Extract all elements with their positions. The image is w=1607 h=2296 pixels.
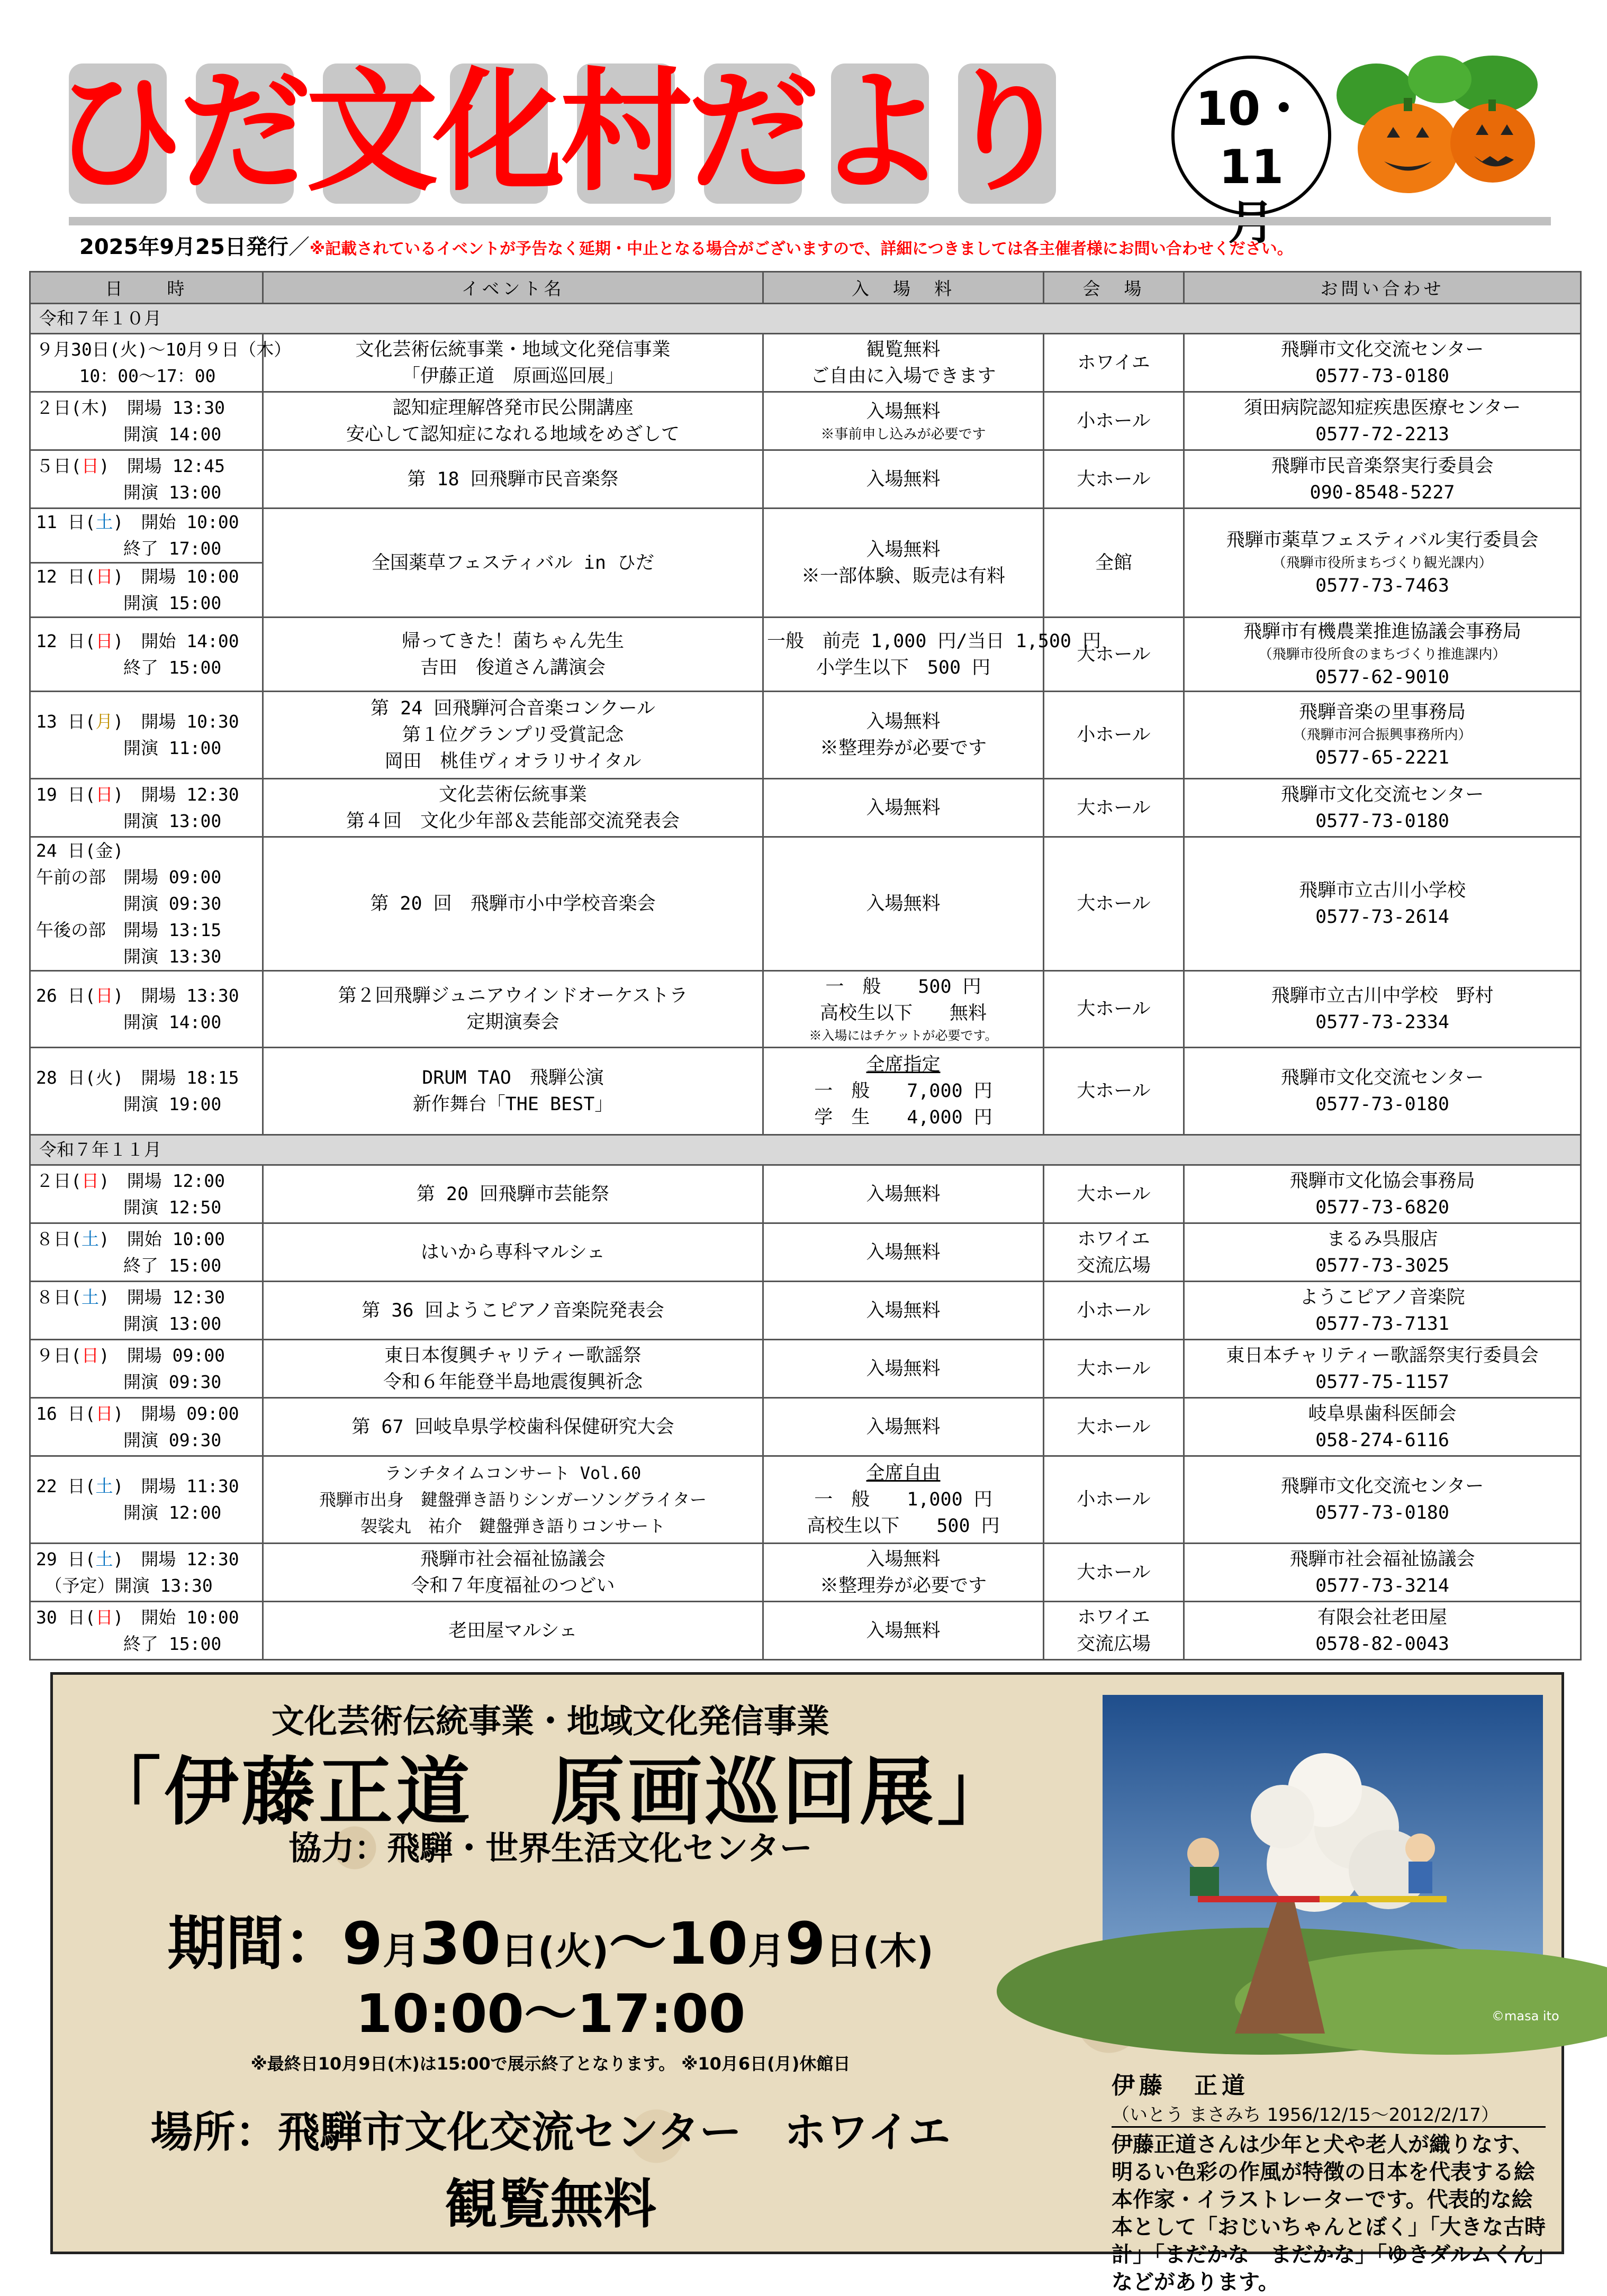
row-fee-note: ※入場にはチケットが必要です。 — [809, 1028, 998, 1043]
bio-name: 伊藤 正道 — [1112, 2072, 1249, 2099]
row-date: 26 日( — [36, 985, 96, 1006]
row-contact: 飛騨市文化交流センター — [1280, 339, 1484, 360]
row-time: 開演 11:00 — [123, 738, 222, 758]
period-day: 30 — [419, 1910, 501, 1977]
row-contact: 飛騨市文化交流センター — [1280, 784, 1484, 805]
row-venue: 大ホール — [1044, 971, 1184, 1048]
row-event: 文化芸術伝統事業 — [438, 784, 587, 805]
row-note: （予定） — [53, 1575, 115, 1596]
row-fee: 入場無料 — [763, 1165, 1044, 1223]
row-session: 午前の部 — [36, 867, 106, 887]
header-divider — [69, 217, 1551, 225]
row-contact: 0577-73-3025 — [1315, 1255, 1449, 1276]
row-event: 飛騨市社会福祉協議会 — [420, 1548, 606, 1570]
row-time: 開始 10:00 — [141, 512, 239, 532]
title-char: ひ — [52, 55, 184, 209]
row-venue: 大ホール — [1044, 618, 1184, 692]
row-venue: ホワイエ — [1077, 1228, 1150, 1250]
section-label: 令和７年１１月 — [30, 1135, 1581, 1165]
table-row: ９日(日) 開場 09:00 開演 09:30 東日本復興チャリティー歌謡祭 令和６年能登半島地震復興祈念 入場無料 大ホール 東日本チャリティー歌謡祭実行委員会 0577-75-1157 — [30, 1340, 1581, 1398]
row-day: 日 — [95, 784, 113, 805]
row-day: 土 — [95, 512, 113, 532]
row-venue: 大ホール — [1044, 450, 1184, 509]
row-contact: 飛騨市文化協会事務局 — [1289, 1170, 1475, 1192]
title-char: 化 — [433, 55, 565, 209]
row-venue: ホワイエ — [1077, 1607, 1150, 1628]
row-time: 開演 12:50 — [123, 1196, 222, 1218]
row-day: 土 — [95, 1548, 113, 1569]
period-unit: 月 — [382, 1929, 420, 1973]
row-date: 30 日( — [36, 1607, 96, 1628]
row-time: 終了 15:00 — [123, 657, 222, 678]
row-fee: 一 般 7,000 円 — [814, 1081, 992, 1102]
row-contact: 0577-73-0180 — [1315, 365, 1449, 387]
table-row: 29 日(土) 開場 12:30 （予定）開演 13:30 飛騨市社会福祉協議会 令和７年度福祉のつどい 入場無料 ※整理券が必要です 大ホール 飛騨市社会福祉協議会 0577-73-3214 — [30, 1544, 1581, 1602]
row-fee: ※整理券が必要です — [819, 1575, 987, 1596]
row-date: 19 日( — [36, 784, 96, 805]
row-fee: 入場無料 — [763, 837, 1044, 971]
table-row: 12 日(日) 開場 10:00 開演 15:00 — [30, 563, 1581, 618]
panel-fee: 観覧無料 — [445, 2173, 656, 2235]
table-row: 16 日(日) 開場 09:00 開演 09:30 第 67 回岐阜県学校歯科保健研究大会 入場無料 大ホール 岐阜県歯科医師会 058-274-6116 — [30, 1398, 1581, 1456]
row-date: ９日( — [36, 1345, 82, 1366]
title-char: 文 — [306, 55, 438, 209]
row-contact: 058-274-6116 — [1315, 1429, 1449, 1451]
row-time: 開演 13:00 — [123, 1313, 222, 1334]
row-day: 土 — [81, 1286, 99, 1308]
row-event: 第 67 回岐阜県学校歯科保健研究大会 — [263, 1398, 763, 1456]
period-month: ～10 — [609, 1910, 748, 1977]
bio-dates: （いとう まさみち 1956/12/15～2012/2/17） — [1112, 2100, 1546, 2128]
row-event: ランチタイムコンサート Vol.60 — [384, 1463, 642, 1483]
panel-cooperation: 協力：飛騨・世界生活文化センター — [288, 1829, 812, 1867]
row-fee: 観覧無料 — [866, 339, 941, 360]
row-contact: 飛騨市民音楽祭実行委員会 — [1271, 455, 1494, 477]
issue-date: 2025年9月25日発行 — [79, 235, 288, 259]
row-event: DRUM TAO 飛騨公演 — [422, 1067, 604, 1088]
title-char: だ — [687, 55, 819, 209]
period-weekday: (火) — [538, 1929, 609, 1973]
row-day: 月 — [95, 711, 113, 732]
row-day: 日 — [95, 566, 113, 587]
row-date: ９月30日(火)～10月９日（木） — [36, 339, 292, 360]
notice-text: ※記載されているイベントが予告なく延期・中止となる場合がございますので、詳細につきましては各主催者様にお問い合わせください。 — [309, 240, 1293, 258]
row-date: 12 日( — [36, 630, 96, 651]
row-time: 開場 13:30 — [141, 985, 239, 1006]
row-date: ８日( — [36, 1228, 82, 1249]
row-contact: 飛騨市立古川中学校 野村 — [1271, 985, 1494, 1006]
row-fee: 学 生 4,000 円 — [814, 1107, 992, 1128]
row-contact: 飛騨音楽の里事務局 — [1298, 702, 1466, 723]
row-time: 開場 10:30 — [141, 711, 239, 732]
panel-period — [53, 1897, 1048, 1981]
panel-subtitle: 文化芸術伝統事業・地域文化発信事業 — [271, 1702, 829, 1740]
row-event: 認知症理解啓発市民公開講座 — [392, 397, 634, 419]
row-day: 日 — [95, 1607, 113, 1628]
row-contact: 飛騨市社会福祉協議会 — [1289, 1548, 1475, 1570]
row-contact: 0577-73-2334 — [1315, 1012, 1449, 1033]
row-time: 開演 12:00 — [123, 1502, 222, 1523]
row-time: 開始 10:00 — [127, 1228, 225, 1249]
row-time: 開場 18:15 — [141, 1067, 239, 1088]
title-char: 村 — [560, 55, 692, 209]
row-venue: 交流広場 — [1076, 1633, 1151, 1655]
row-event: 第 24 回飛騨河合音楽コンクール — [371, 698, 655, 719]
row-contact: 有限会社老田屋 — [1317, 1607, 1447, 1628]
row-contact: 0577-62-9010 — [1315, 666, 1449, 688]
row-time: 開場 12:30 — [141, 1548, 239, 1569]
row-fee: 入場無料 — [763, 1282, 1044, 1340]
row-contact: 0578-82-0043 — [1315, 1633, 1449, 1655]
row-fee: ご自由に入場できます — [810, 365, 996, 387]
row-contact: 0577-73-6820 — [1315, 1196, 1449, 1218]
row-contact: （飛騨市役所まちづくり観光課内） — [1272, 555, 1493, 571]
col-header-venue: 会 場 — [1044, 272, 1184, 304]
row-venue: 小ホール — [1044, 1456, 1184, 1544]
col-header-contact: お問い合わせ — [1184, 272, 1581, 304]
table-row: 26 日(日) 開場 13:30 開演 14:00 第２回飛騨ジュニアウインドオーケストラ 定期演奏会 一 般 500 円 高校生以下 無料 ※入場にはチケットが必要です。 大ホール 飛騨市立古川中学校 野村 0577-73-2334 — [30, 971, 1581, 1048]
row-contact: 飛騨市立古川小学校 — [1298, 880, 1466, 901]
row-contact: 0577-65-2221 — [1315, 747, 1449, 768]
row-event: 全国薬草フェスティバル in ひだ — [263, 509, 763, 618]
artist-bio — [1112, 2066, 1546, 2296]
row-fee: 入場無料 — [763, 779, 1044, 837]
row-venue: 大ホール — [1044, 1340, 1184, 1398]
row-contact: 飛騨市有機農業推進協議会事務局 — [1243, 621, 1521, 642]
row-venue: 小ホール — [1044, 692, 1184, 779]
table-row — [30, 392, 1581, 450]
table-row: ８日(土) 開場 12:30 開演 13:00 第 36 回ようこピアノ音楽院発表会 入場無料 小ホール ようこピアノ音楽院 0577-73-7131 — [30, 1282, 1581, 1340]
table-row — [30, 837, 1581, 971]
row-event: 吉田 俊道さん講演会 — [420, 657, 606, 678]
row-time: 開始 10:00 — [141, 1607, 239, 1628]
row-time: 開演 19:00 — [123, 1094, 222, 1114]
row-venue: 大ホール — [1044, 779, 1184, 837]
row-event: 第 20 回飛騨市芸能祭 — [263, 1165, 763, 1223]
row-fee: 入場無料 — [866, 711, 941, 732]
row-event: 文化芸術伝統事業・地域文化発信事業 — [355, 339, 671, 360]
table-header — [30, 272, 1581, 304]
row-venue: ホワイエ — [1044, 334, 1184, 392]
row-day: 日 — [81, 1345, 99, 1366]
row-contact: （飛騨市河合振興事務所内） — [1293, 727, 1472, 743]
row-time: 開場 12:00 — [127, 1170, 225, 1191]
row-date: 16 日( — [36, 1403, 96, 1424]
row-contact: 飛騨市文化交流センター — [1280, 1067, 1484, 1088]
panel-title: 「伊藤正道 原画巡回展」 — [86, 1749, 1014, 1836]
row-time: 開場 11:30 — [141, 1476, 239, 1496]
row-day: 日 — [95, 1403, 113, 1424]
row-time: 10：00～17：00 — [79, 365, 216, 386]
row-time: 開演 13:00 — [123, 482, 222, 503]
row-event: 「伊藤正道 原画巡回展」 — [401, 365, 624, 387]
row-time: 終了 15:00 — [123, 1633, 222, 1654]
row-contact: （飛騨市役所食のまちづくり推進課内） — [1258, 646, 1506, 663]
row-time: 開演 09:30 — [123, 893, 222, 914]
row-date: ２日( — [36, 1170, 82, 1191]
painting-credit: ©masa ito — [1492, 2009, 1559, 2023]
row-venue: 大ホール — [1044, 837, 1184, 971]
row-time: 開演 13:30 — [123, 946, 222, 967]
row-contact: 0577-73-2614 — [1315, 906, 1449, 928]
row-fee: 一 般 1,000 円 — [814, 1489, 992, 1510]
row-contact: 東日本チャリティー歌謡祭実行委員会 — [1226, 1345, 1539, 1366]
row-date: 22 日( — [36, 1476, 96, 1496]
row-event: 飛騨市出身 鍵盤弾き語りシンガーソングライター — [319, 1490, 707, 1510]
section-label: 令和７年１０月 — [30, 304, 1581, 334]
row-time: 開場 12:30 — [127, 1286, 225, 1308]
row-contact: 0577-73-7463 — [1315, 575, 1449, 596]
row-date: 29 日( — [36, 1548, 96, 1569]
row-venue: 全館 — [1044, 509, 1184, 618]
row-date: ２日(木) — [36, 397, 110, 418]
col-header-event: イベント名 — [263, 272, 763, 304]
table-row: 19 日(日) 開場 12:30 開演 13:00 文化芸術伝統事業 第４回 文化少年部＆芸能部交流発表会 入場無料 大ホール 飛騨市文化交流センター 0577-73-0180 — [30, 779, 1581, 837]
row-fee: 一般 前売 1,000 円/当日 1,500 円 — [767, 630, 1102, 652]
row-contact: 飛騨市文化交流センター — [1280, 1476, 1484, 1497]
table-row: 12 日(日) 開始 14:00 終了 15:00 帰ってきた！菌ちゃん先生 吉田 俊道さん講演会 一般 前売 1,000 円/当日 1,500 円 小学生以下 500 円 大ホール 飛騨市有機農業推進協議会事務局 （飛騨市役所食のまちづくり推進課内） 0577-62-9010 — [30, 618, 1581, 692]
row-fee: ※整理券が必要です — [819, 738, 987, 759]
row-venue: 小ホール — [1044, 392, 1184, 450]
row-time: 開演 09:30 — [123, 1371, 222, 1392]
table-row — [30, 334, 1581, 392]
row-time: 開演 15:00 — [123, 593, 222, 613]
row-contact: 0577-73-0180 — [1315, 810, 1449, 832]
section-november — [30, 1135, 1581, 1165]
row-venue: 大ホール — [1044, 1048, 1184, 1135]
row-venue: 大ホール — [1044, 1165, 1184, 1223]
table-row: 30 日(日) 開始 10:00 終了 15:00 老田屋マルシェ 入場無料 ホワイエ 交流広場 有限会社老田屋 0578-82-0043 — [30, 1602, 1581, 1660]
period-weekday: (木) — [862, 1929, 934, 1973]
row-time: 開演 14:00 — [123, 423, 222, 444]
row-time: 開場 12:30 — [141, 784, 239, 805]
period-unit: 月 — [748, 1929, 786, 1973]
row-contact: 090-8548-5227 — [1310, 482, 1455, 503]
row-day: 日 — [81, 455, 99, 476]
row-day: 日 — [95, 630, 113, 651]
table-row: ５日(日) 開場 12:45 開演 13:00 第 18 回飛騨市民音楽祭 入場無料 大ホール 飛騨市民音楽祭実行委員会 090-8548-5227 — [30, 450, 1581, 509]
row-time: 終了 15:00 — [123, 1255, 222, 1276]
row-contact: 0577-73-0180 — [1315, 1094, 1449, 1115]
events-table — [29, 271, 1582, 1660]
row-date: 12 日( — [36, 566, 96, 587]
row-fee: 入場無料 — [866, 539, 941, 560]
panel-note: ※最終日10月9日(木)は15:00で展示終了となります。 ※10月6日(月)休館日 — [250, 2054, 851, 2074]
row-event: 老田屋マルシェ — [263, 1602, 763, 1660]
row-venue: 小ホール — [1044, 1282, 1184, 1340]
col-header-date: 日 時 — [30, 272, 263, 304]
table-row: 13 日(月) 開場 10:30 開演 11:00 第 24 回飛騨河合音楽コンクール 第１位グランプリ受賞記念 岡田 桃佳ヴィオラリサイタル 入場無料 ※整理券が必要です 小ホール 飛騨音楽の里事務局 （飛騨市河合振興事務所内） 0577-65-2221 — [30, 692, 1581, 779]
row-fee: 入場無料 — [763, 1398, 1044, 1456]
row-time: 開場 09:00 — [141, 1403, 239, 1424]
row-time: 開場 10:00 — [141, 566, 239, 587]
row-date: ８日( — [36, 1286, 82, 1308]
row-event: 第１位グランプリ受賞記念 — [402, 724, 624, 746]
period-unit: 日 — [501, 1929, 538, 1973]
row-time: 開始 14:00 — [141, 630, 239, 651]
row-date: 11 日( — [36, 512, 96, 532]
period-label: 期間： — [167, 1910, 342, 1977]
row-event: 帰ってきた！菌ちゃん先生 — [401, 630, 624, 652]
painting-image — [1103, 1695, 1559, 2034]
row-event: 第 18 回飛騨市民音楽祭 — [263, 450, 763, 509]
row-time: 終了 17:00 — [123, 538, 222, 559]
row-event: 第４回 文化少年部＆芸能部交流発表会 — [346, 810, 680, 832]
row-event: 第２回飛騨ジュニアウインドオーケストラ — [338, 985, 688, 1006]
row-contact: 須田病院認知症疾患医療センター — [1243, 397, 1521, 419]
exhibition-panel — [50, 1672, 1564, 2294]
row-event: 東日本復興チャリティー歌謡祭 — [384, 1345, 642, 1366]
row-fee: 高校生以下 500 円 — [807, 1515, 1000, 1537]
row-time: 開演 09:30 — [123, 1429, 222, 1450]
row-fee: 入場無料 — [763, 1602, 1044, 1660]
row-event: 新作舞台「THE BEST」 — [412, 1094, 613, 1115]
table-row — [30, 1048, 1581, 1135]
row-fee: 小学生以下 500 円 — [816, 657, 991, 678]
month-badge-top: 10・11 — [1195, 81, 1307, 194]
table-row: ２日(日) 開場 12:00 開演 12:50 第 20 回飛騨市芸能祭 入場無料 大ホール 飛騨市文化協会事務局 0577-73-6820 — [30, 1165, 1581, 1223]
row-time: 開場 12:45 — [127, 455, 225, 476]
row-event: はいから専科マルシェ — [263, 1223, 763, 1282]
period-day: 9 — [785, 1910, 826, 1977]
title-char: り — [941, 55, 1073, 209]
row-fee: 一 般 500 円 — [825, 976, 981, 997]
row-contact: まるみ呉服店 — [1326, 1228, 1438, 1250]
row-time: 開場 13:30 — [127, 397, 225, 418]
row-fee: ※一部体験、販売は有料 — [801, 565, 1005, 587]
row-event: 定期演奏会 — [466, 1012, 559, 1033]
title-char: よ — [814, 55, 946, 209]
row-contact: 0577-72-2213 — [1315, 423, 1449, 445]
period-month: 9 — [342, 1910, 383, 1977]
row-day: 土 — [81, 1228, 99, 1249]
row-fee: 入場無料 — [763, 1223, 1044, 1282]
panel-hours: 10:00～17:00 — [355, 1983, 746, 2045]
row-event: 袈裟丸 祐介 鍵盤弾き語りコンサート — [360, 1516, 665, 1536]
row-time: 開演 13:30 — [114, 1575, 213, 1596]
row-event: 第 20 回 飛騨市小中学校音楽会 — [263, 837, 763, 971]
row-fee: 入場無料 — [866, 1548, 941, 1570]
row-contact: 0577-73-7131 — [1315, 1313, 1449, 1335]
row-fee: 全席指定 — [866, 1054, 941, 1075]
row-time: 開演 13:00 — [123, 810, 222, 831]
row-contact: 0577-73-3214 — [1315, 1575, 1449, 1596]
row-time: 開場 13:15 — [123, 920, 222, 940]
row-time: 開場 09:00 — [123, 867, 222, 887]
row-date: 24 日(金) — [36, 840, 124, 861]
row-date: 28 日(火) — [36, 1067, 124, 1088]
row-fee: 入場無料 — [866, 401, 941, 422]
issue-line: 2025年9月25日発行／※記載されているイベントが予告なく延期・中止となる場合がございますので、詳細につきましては各主催者様にお問い合わせください。 — [79, 235, 1293, 259]
row-event: 岡田 桃佳ヴィオラリサイタル — [384, 751, 642, 772]
row-venue: 大ホール — [1044, 1544, 1184, 1602]
row-contact: 0577-73-0180 — [1315, 1502, 1449, 1523]
period-unit: 日 — [825, 1929, 863, 1973]
col-header-fee: 入 場 料 — [763, 272, 1044, 304]
row-fee: 全席自由 — [866, 1463, 941, 1484]
row-day: 日 — [95, 985, 113, 1006]
row-date: 13 日( — [36, 711, 96, 732]
table-row: ８日(土) 開始 10:00 終了 15:00 はいから専科マルシェ 入場無料 ホワイエ 交流広場 まるみ呉服店 0577-73-3025 — [30, 1223, 1581, 1282]
row-contact: 飛騨市薬草フェスティバル実行委員会 — [1226, 529, 1539, 551]
row-time: 開演 14:00 — [123, 1012, 222, 1032]
row-session: 午後の部 — [36, 920, 106, 940]
row-day: 日 — [81, 1170, 99, 1191]
row-event: 令和７年度福祉のつどい — [411, 1575, 615, 1596]
row-venue: 大ホール — [1044, 1398, 1184, 1456]
title-char: だ — [179, 55, 311, 209]
row-fee: 高校生以下 無料 — [819, 1003, 987, 1024]
row-venue: 交流広場 — [1076, 1255, 1151, 1276]
row-fee-note: ※事前申し込みが必要です — [820, 426, 986, 442]
row-day: 土 — [95, 1476, 113, 1496]
bio-text: 伊藤正道さんは少年と犬や老人が織りなす、明るい色彩の作風が特徴の日本を代表する絵本作家・イラストレーターです。代表的な絵本として「おじいちゃんとぼく」「大きな古時計」「まだかな まだかな」「ゆきダルムくん」などがあります。 — [1112, 2132, 1546, 2294]
row-fee: 入場無料 — [763, 450, 1044, 509]
row-event: 第 36 回ようこピアノ音楽院発表会 — [263, 1282, 763, 1340]
row-fee: 入場無料 — [763, 1340, 1044, 1398]
row-contact: ようこピアノ音楽院 — [1299, 1286, 1465, 1308]
panel-place: 場所：飛騨市文化交流センター ホワイエ — [150, 2108, 951, 2157]
table-row: 11 日(土) 開始 10:00 終了 17:00 全国薬草フェスティバル in ひだ 入場無料 ※一部体験、販売は有料 全館 飛騨市薬草フェスティバル実行委員会 （飛騨市役所まちづくり観光課内） 0577-73-7463 — [30, 509, 1581, 563]
row-contact: 0577-75-1157 — [1315, 1371, 1449, 1393]
month-badge — [1171, 56, 1331, 215]
row-contact: 岐阜県歯科医師会 — [1308, 1403, 1457, 1424]
row-time: 開場 09:00 — [127, 1345, 225, 1366]
row-date: ５日( — [36, 455, 82, 476]
row-event: 令和６年能登半島地震復興祈念 — [383, 1371, 643, 1393]
section-october — [30, 304, 1581, 334]
row-event: 安心して認知症になれる地域をめざして — [346, 423, 680, 445]
table-row: 22 日(土) 開場 11:30 開演 12:00 ランチタイムコンサート Vol.60 飛騨市出身 鍵盤弾き語りシンガーソングライター 袈裟丸 祐介 鍵盤弾き語りコンサート 全席自由 一 般 1,000 円 高校生以下 500 円 小ホール 飛騨市文化交流センター 0577-73-0180 — [30, 1456, 1581, 1544]
pumpkin-illustration — [1334, 48, 1546, 206]
